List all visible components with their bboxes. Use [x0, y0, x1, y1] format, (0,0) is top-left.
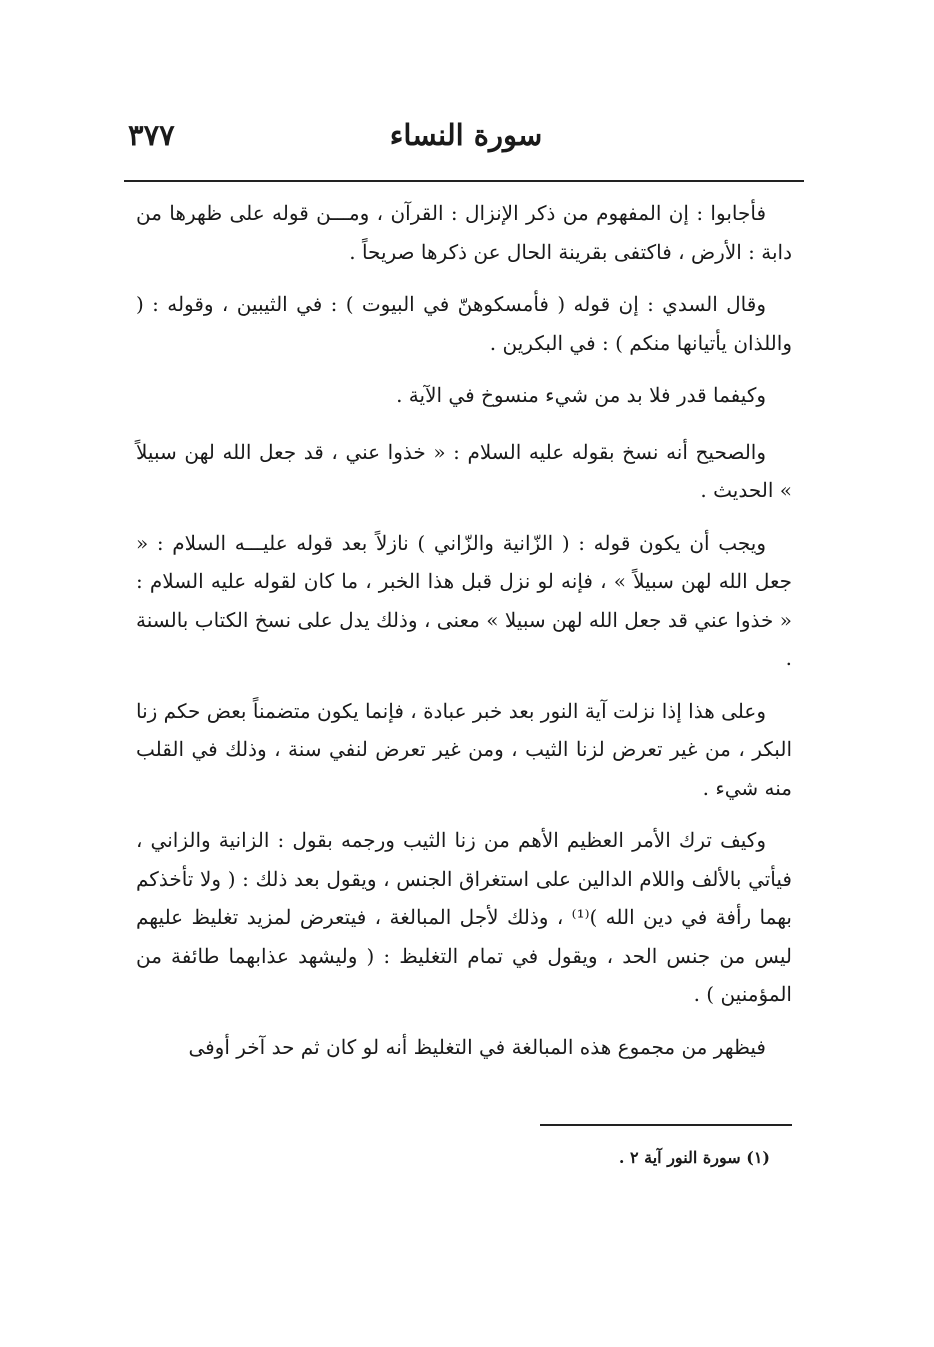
footnote-divider [540, 1124, 792, 1126]
page-number: ٣٧٧ [128, 118, 175, 152]
footnote: (١) سورة النور آية ٢ . [618, 1148, 770, 1167]
paragraph-5: ويجب أن يكون قوله : ( الزّانية والزّاني ) نازلاً بعد قوله عليـــه السلام : « جعل الله لهن سبيلاً » ، فإنه لو نزل قبل هذا الخبر ، ما كان لقوله عليه السلام : « خذوا عني قد جعل الله لهن سبيلا » معنى ، وذلك يدل على نسخ الكتاب بالسنة . [136, 530, 792, 670]
header-divider [124, 180, 804, 182]
paragraph-6: وعلى هذا إذا نزلت آية النور بعد خبر عبادة ، فإنما يكون متضمناً بعض حكم زنا البكر ، من غير تعرض لزنا الثيب ، ومن غير تعرض لنفي سنة ، وذلك في القلب منه شيء . [136, 698, 792, 800]
body-text [136, 194, 792, 1080]
paragraph-1: فأجابوا : إن المفهوم من ذكر الإنزال : القرآن ، ومـــن قوله على ظهرها من دابة : الأرض ، فاكتفى بقرينة الحال عن ذكرها صريحاً . [136, 201, 792, 264]
paragraph-7: وكيف ترك الأمر العظيم الأهم من زنا الثيب ورجمه بقول : الزانية والزاني ، فيأتي بالألف واللام الدالين على استغراق الجنس ، ويقول بعد ذلك : ( ولا تأخذكم بهما رأفة في دين الله )⁽¹⁾ ، وذلك لأجل المبالغة ، فيتعرض لمزيد تغليظ عليهم ليس من جنس الحد ، ويقول في تمام التغليظ : ( وليشهد عذابهما طائفة من المؤمنين ) . [136, 828, 792, 1006]
page-title: سورة النساء [389, 118, 543, 152]
paragraph-2: وقال السدي : إن قوله ( فأمسكوهنّ في البيوت ) : في الثيبين ، وقوله : ( واللذان يأتيانها منكم ) : في البكرين . [136, 292, 792, 355]
paragraph-4: والصحيح أنه نسخ بقوله عليه السلام : « خذوا عني ، قد جعل الله لهن سبيلاً » الحديث . [136, 439, 792, 502]
paragraph-3: وكيفما قدر فلا بد من شيء منسوخ في الآية . [396, 383, 766, 407]
page-header [128, 108, 804, 168]
paragraph-8: فيظهر من مجموع هذه المبالغة في التغليظ أنه لو كان ثم حد آخر أوفى [188, 1034, 766, 1059]
